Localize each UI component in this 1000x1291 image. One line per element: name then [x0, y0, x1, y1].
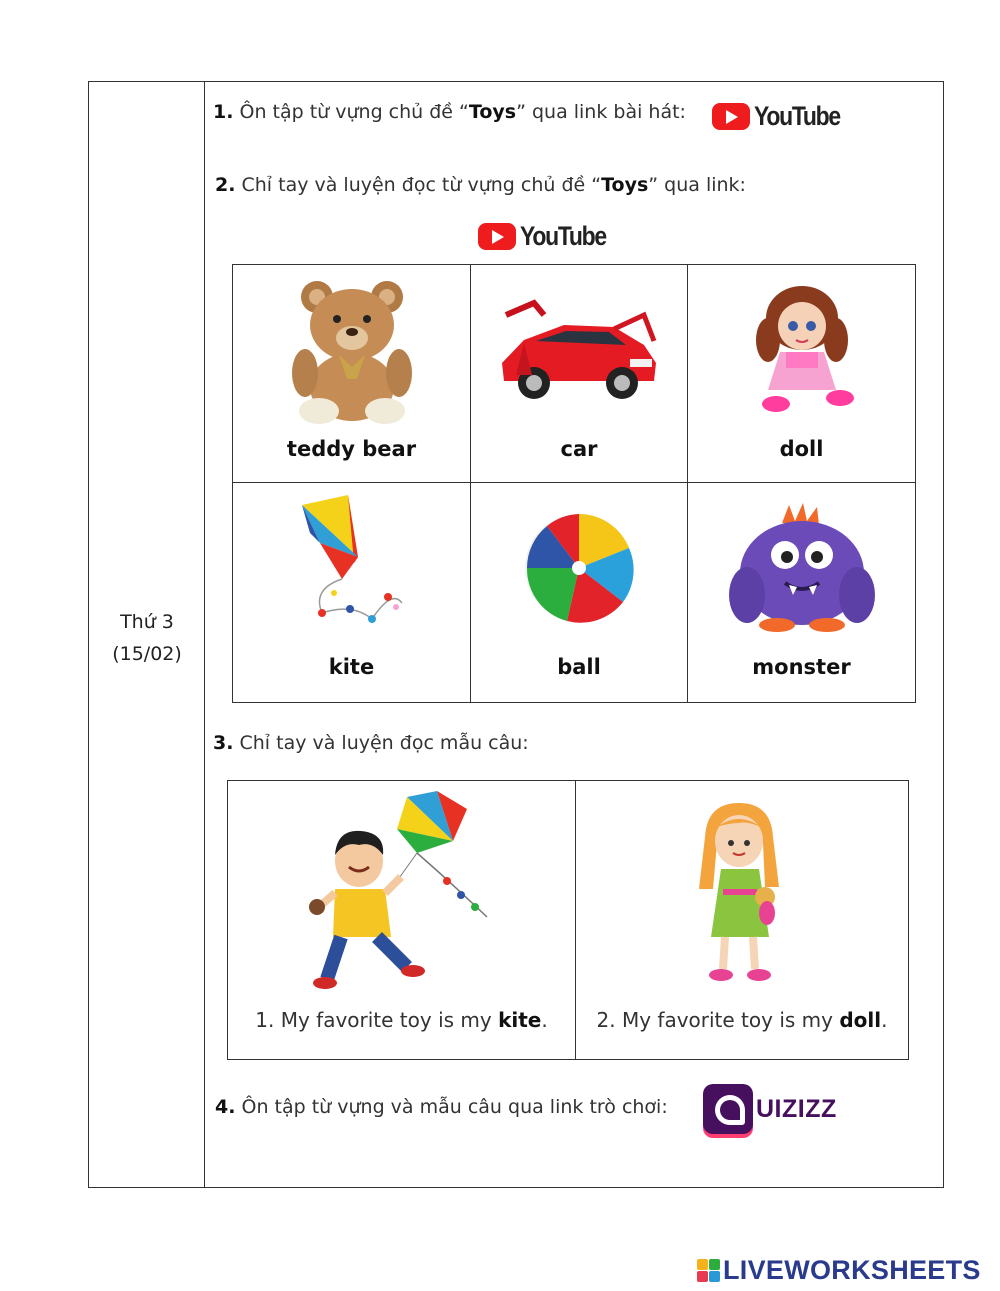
vocab-cell — [688, 265, 915, 483]
step-2-text-b: ” qua link: — [648, 174, 746, 196]
monster-icon — [688, 493, 915, 643]
car-icon — [471, 275, 687, 425]
vocab-cell — [471, 483, 688, 702]
sentence-2-suffix: . — [881, 1008, 888, 1032]
day-label — [89, 606, 205, 670]
youtube-play-icon — [478, 223, 516, 250]
youtube-play-icon — [712, 103, 750, 130]
vocab-cell — [233, 265, 471, 483]
day-name: Thứ 3 — [120, 611, 174, 633]
step-3-text: Chỉ tay và luyện đọc mẫu câu: — [233, 732, 529, 754]
kite-icon — [233, 493, 470, 643]
step-1-text-a: Ôn tập từ vựng chủ đề “ — [233, 101, 469, 123]
teddy-bear-icon — [233, 275, 470, 425]
girl-with-doll-icon — [576, 789, 908, 994]
sentence-1-suffix: . — [541, 1008, 548, 1032]
vocab-label: teddy bear — [286, 437, 417, 461]
vocab-cell — [233, 483, 471, 702]
sentence-1-prefix: 1. My favorite toy is my — [255, 1008, 499, 1032]
sentence-cell — [228, 781, 576, 1059]
sentence-1-toy: kite — [498, 1008, 542, 1032]
vocab-label: doll — [779, 437, 824, 461]
step-1-topic: Toys — [468, 101, 517, 123]
youtube-link-2[interactable] — [478, 221, 621, 252]
vocab-cell — [471, 265, 688, 483]
vocab-label: monster — [752, 655, 851, 679]
day-date: (15/02) — [112, 643, 182, 665]
doll-icon — [688, 275, 915, 425]
step-2 — [215, 174, 746, 196]
sentence-1 — [228, 1008, 575, 1032]
step-2-topic: Toys — [601, 174, 649, 196]
sentence-cell — [576, 781, 908, 1059]
step-4-text: Ôn tập từ vựng và mẫu câu qua link trò chơi: — [235, 1096, 668, 1118]
quizizz-wordmark: UIZIZZ — [756, 1094, 837, 1123]
step-1-number: 1. — [213, 101, 234, 123]
step-2-text-a: Chỉ tay và luyện đọc từ vựng chủ đề “ — [235, 174, 602, 196]
sentence-2 — [576, 1008, 908, 1032]
vocab-cell — [688, 483, 915, 702]
vocab-label: ball — [557, 655, 601, 679]
vocab-label: kite — [328, 655, 375, 679]
boy-with-kite-icon — [228, 789, 575, 994]
vocab-label: car — [560, 437, 598, 461]
sentence-2-prefix: 2. My favorite toy is my — [596, 1008, 840, 1032]
quizizz-link[interactable] — [703, 1084, 837, 1134]
step-2-number: 2. — [215, 174, 236, 196]
step-3 — [213, 732, 529, 754]
youtube-wordmark: YouTube — [754, 101, 840, 131]
step-3-number: 3. — [213, 732, 234, 754]
day-column — [89, 82, 205, 1187]
sentence-table — [227, 780, 909, 1060]
liveworksheets-logo[interactable] — [697, 1255, 981, 1286]
liveworksheets-icon — [697, 1259, 720, 1282]
youtube-wordmark: YouTube — [520, 221, 606, 251]
step-1 — [213, 101, 686, 123]
ball-icon — [471, 493, 687, 643]
youtube-link-1[interactable] — [712, 101, 855, 132]
quizizz-q-icon — [703, 1084, 753, 1134]
step-4-number: 4. — [215, 1096, 236, 1118]
vocab-grid — [232, 264, 916, 703]
sentence-2-toy: doll — [839, 1008, 882, 1032]
step-4 — [215, 1096, 668, 1118]
liveworksheets-wordmark: LIVEWORKSHEETS — [723, 1255, 981, 1285]
step-1-text-b: ” qua link bài hát: — [516, 101, 686, 123]
